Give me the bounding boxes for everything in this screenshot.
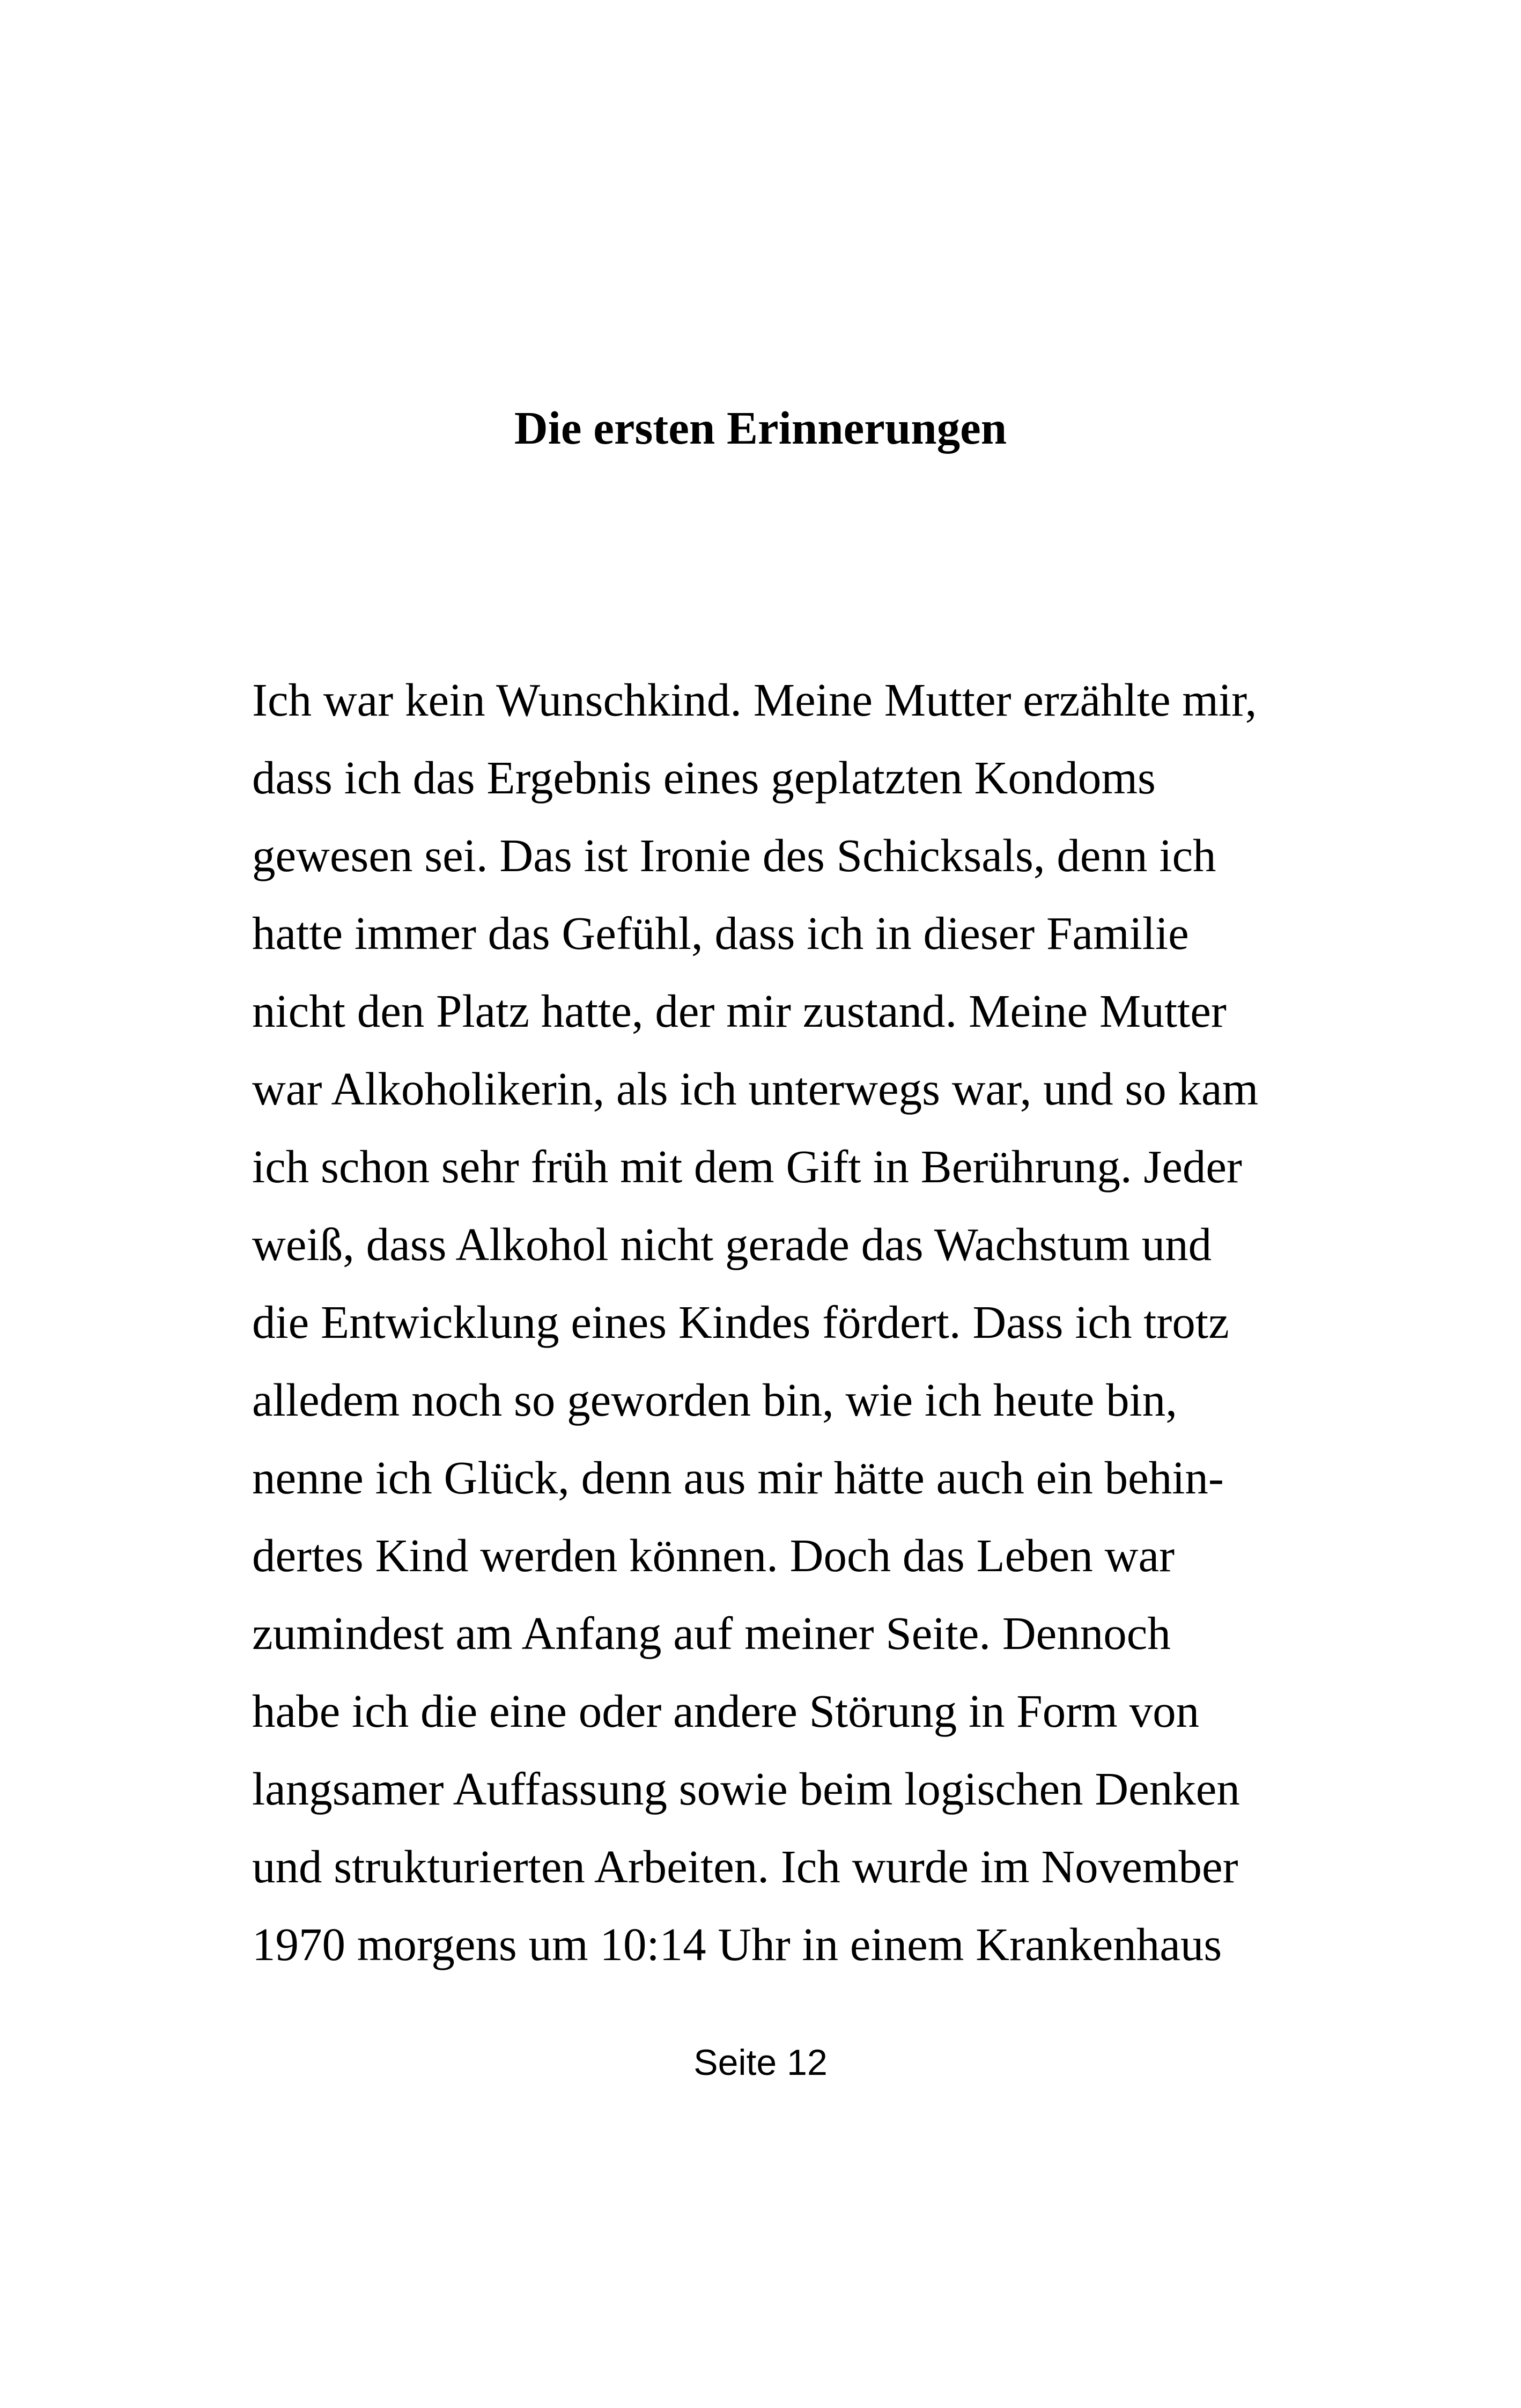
text-line: war Alkoholikerin, als ich unterwegs war, und so kam [252, 1063, 1259, 1115]
text-line: dertes Kind werden können. Doch das Leben war [252, 1529, 1175, 1581]
text-line: Ich war kein Wunschkind. Meine Mutter erzählte mir, [252, 674, 1257, 726]
text-line: weiß, dass Alkohol nicht gerade das Wachstum und [252, 1218, 1212, 1270]
text-line: hatte immer das Gefühl, dass ich in dieser Familie [252, 907, 1189, 959]
chapter-title: Die ersten Erinnerungen [514, 402, 1007, 454]
text-line: und strukturierten Arbeiten. Ich wurde im November [252, 1840, 1238, 1892]
text-line: nicht den Platz hatte, der mir zustand. Meine Mutter [252, 985, 1227, 1037]
text-line: zumindest am Anfang auf meiner Seite. Dennoch [252, 1607, 1171, 1659]
page-number: Seite 12 [693, 2042, 828, 2083]
text-line: dass ich das Ergebnis eines geplatzten Kondoms [252, 752, 1156, 804]
text-line: 1970 morgens um 10:14 Uhr in einem Krankenhaus [252, 1918, 1222, 1970]
text-line: langsamer Auffassung sowie beim logischen Denken [252, 1763, 1240, 1815]
text-line: gewesen sei. Das ist Ironie des Schicksals, denn ich [252, 829, 1216, 881]
text-line: ich schon sehr früh mit dem Gift in Berührung. Jeder [252, 1140, 1242, 1192]
body-text [252, 661, 1357, 1983]
text-line: nenne ich Glück, denn aus mir hätte auch ein behin- [252, 1452, 1224, 1504]
text-line: habe ich die eine oder andere Störung in Form von [252, 1685, 1200, 1737]
text-line: die Entwicklung eines Kindes fördert. Dass ich trotz [252, 1296, 1229, 1348]
text-line: alledem noch so geworden bin, wie ich heute bin, [252, 1374, 1178, 1426]
